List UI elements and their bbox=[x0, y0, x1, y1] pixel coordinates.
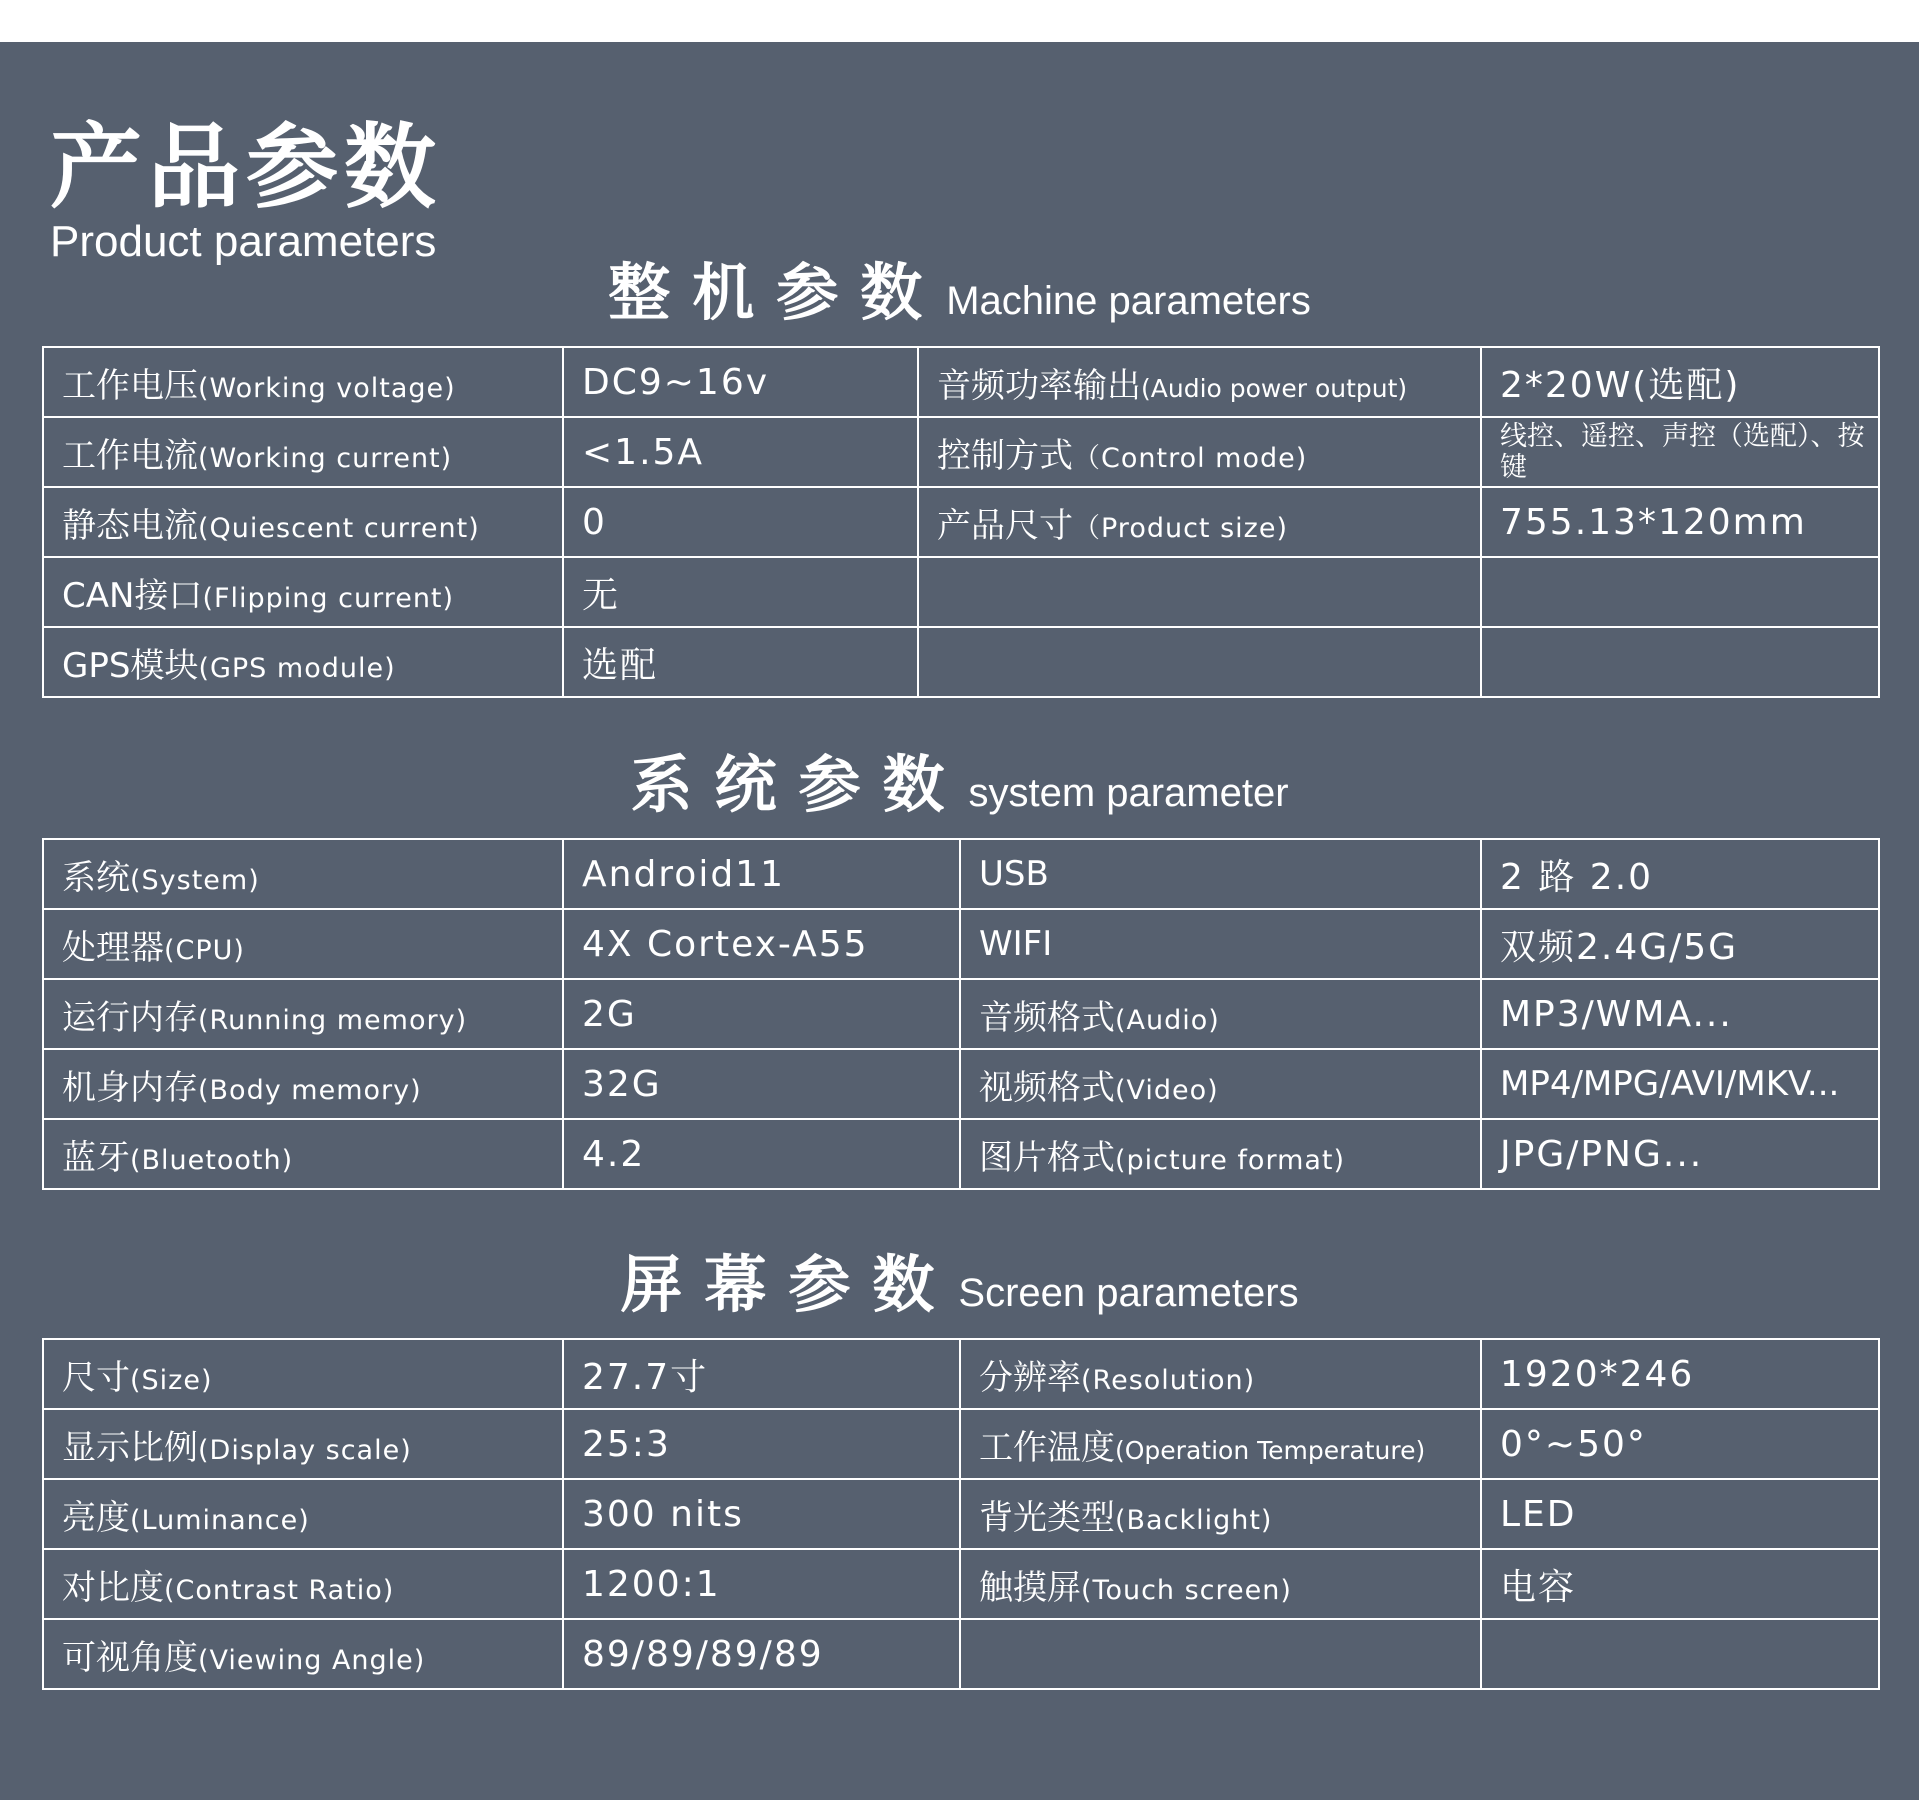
param-value-cell bbox=[1481, 627, 1879, 697]
param-value-cell bbox=[1481, 1049, 1879, 1119]
param-value-cell bbox=[563, 557, 918, 627]
param-value-cell bbox=[563, 839, 960, 909]
param-label-en: (Viewing Angle) bbox=[198, 1644, 426, 1676]
param-label-zh: 系统 bbox=[62, 857, 130, 898]
page-subtitle: Product parameters bbox=[50, 217, 437, 266]
param-label-en: (Flipping current) bbox=[202, 582, 455, 614]
param-label-zh: 背光类型 bbox=[979, 1497, 1115, 1538]
param-label-en: (picture format) bbox=[1115, 1144, 1346, 1176]
param-label-en: (Touch screen) bbox=[1081, 1574, 1292, 1606]
param-value-cell bbox=[1481, 1619, 1879, 1689]
param-label-en: (Working current) bbox=[198, 442, 453, 474]
param-label-zh: 触摸屏 bbox=[979, 1567, 1081, 1608]
table-row bbox=[43, 347, 1879, 417]
param-label-cell bbox=[43, 1549, 563, 1619]
param-value-cell bbox=[563, 627, 918, 697]
param-label-en: (Quiescent current) bbox=[198, 512, 480, 544]
param-label-cell bbox=[43, 909, 563, 979]
param-value: 4X Cortex-A55 bbox=[582, 923, 869, 965]
param-label-zh: 视频格式 bbox=[979, 1067, 1115, 1108]
param-value: 1920*246 bbox=[1500, 1353, 1695, 1395]
machine-section-heading bbox=[0, 256, 1919, 329]
param-label-zh: 音频格式 bbox=[979, 997, 1115, 1038]
param-value: 4.2 bbox=[582, 1133, 646, 1175]
param-label-cell bbox=[43, 487, 563, 557]
param-value: DC9~16v bbox=[582, 361, 770, 403]
table-row bbox=[43, 1549, 1879, 1619]
param-value-cell bbox=[1481, 487, 1879, 557]
param-value-cell bbox=[563, 417, 918, 487]
param-label-zh: CAN接口 bbox=[62, 575, 203, 616]
machine-parameters-table bbox=[42, 346, 1880, 698]
table-row bbox=[43, 839, 1879, 909]
param-label-cell bbox=[43, 627, 563, 697]
param-value: 27.7寸 bbox=[582, 1356, 709, 1398]
param-value-cell bbox=[1481, 1549, 1879, 1619]
param-value-cell bbox=[1481, 1119, 1879, 1189]
table-row bbox=[43, 909, 1879, 979]
param-value-cell bbox=[563, 1409, 960, 1479]
param-value-cell bbox=[563, 909, 960, 979]
param-value: 1200:1 bbox=[582, 1563, 721, 1605]
param-label-en: (Backlight) bbox=[1115, 1504, 1273, 1536]
param-label-zh: 对比度 bbox=[62, 1567, 164, 1608]
param-label-en: (Body memory) bbox=[198, 1074, 422, 1106]
param-label-zh: 尺寸 bbox=[62, 1357, 130, 1398]
param-value-cell bbox=[1481, 979, 1879, 1049]
param-value-cell bbox=[563, 1619, 960, 1689]
param-label-en: (System) bbox=[130, 864, 260, 896]
param-label-en: (Video) bbox=[1115, 1074, 1219, 1106]
param-label-zh: USB bbox=[979, 854, 1049, 894]
param-label-en: (Bluetooth) bbox=[130, 1144, 294, 1176]
param-value-cell bbox=[563, 1339, 960, 1409]
param-label-en: (Audio) bbox=[1115, 1004, 1220, 1036]
param-value-cell bbox=[563, 1549, 960, 1619]
param-value: MP3/WMA... bbox=[1500, 993, 1733, 1035]
param-label-cell bbox=[43, 347, 563, 417]
param-label-cell bbox=[960, 1619, 1481, 1689]
param-label-en: (Audio power output) bbox=[1141, 373, 1408, 403]
param-value-cell bbox=[563, 1119, 960, 1189]
system-heading-en: system parameter bbox=[968, 771, 1289, 815]
screen-parameters-table bbox=[42, 1338, 1880, 1690]
param-label-cell bbox=[43, 1049, 563, 1119]
param-label-zh: 音频功率输出 bbox=[937, 365, 1141, 406]
param-label-zh: 可视角度 bbox=[62, 1637, 198, 1678]
param-label-en: (CPU) bbox=[164, 934, 245, 966]
param-value: 线控、遥控、声控（选配）、按键 bbox=[1500, 420, 1865, 483]
param-label-zh: 处理器 bbox=[62, 927, 164, 968]
param-label-zh: 静态电流 bbox=[62, 505, 198, 546]
param-label-cell bbox=[918, 487, 1481, 557]
screen-heading-zh: 屏幕参数 bbox=[620, 1248, 957, 1321]
param-label-cell bbox=[960, 1409, 1481, 1479]
param-value: LED bbox=[1500, 1493, 1577, 1535]
param-label-cell bbox=[960, 1339, 1481, 1409]
table-row bbox=[43, 1619, 1879, 1689]
param-label-cell bbox=[960, 1479, 1481, 1549]
param-label-en: （Product size) bbox=[1073, 512, 1288, 544]
system-heading-zh: 系统参数 bbox=[630, 748, 967, 821]
table-row bbox=[43, 1479, 1879, 1549]
param-value: 电容 bbox=[1500, 1566, 1577, 1608]
param-label-en: (Display scale) bbox=[198, 1434, 412, 1466]
param-value: 选配 bbox=[582, 644, 659, 686]
param-value: 755.13*120mm bbox=[1500, 501, 1807, 543]
screen-section-heading bbox=[0, 1248, 1919, 1321]
param-label-cell bbox=[960, 1549, 1481, 1619]
param-label-en: (GPS module) bbox=[198, 652, 396, 684]
param-label-en: (Size) bbox=[130, 1364, 213, 1396]
param-label-cell bbox=[960, 1119, 1481, 1189]
param-value-cell bbox=[563, 347, 918, 417]
param-value: 0 bbox=[582, 501, 607, 543]
param-value-cell bbox=[563, 1479, 960, 1549]
table-row bbox=[43, 1049, 1879, 1119]
param-value-cell bbox=[1481, 417, 1879, 487]
param-value-cell bbox=[1481, 557, 1879, 627]
param-label-zh: 图片格式 bbox=[979, 1137, 1115, 1178]
param-value: 2G bbox=[582, 993, 637, 1035]
param-label-cell bbox=[43, 979, 563, 1049]
param-label-zh: 亮度 bbox=[62, 1497, 130, 1538]
machine-heading-en: Machine parameters bbox=[946, 279, 1311, 323]
param-label-zh: 机身内存 bbox=[62, 1067, 198, 1108]
param-value: 双频2.4G/5G bbox=[1500, 926, 1739, 968]
table-row bbox=[43, 979, 1879, 1049]
table-row bbox=[43, 1409, 1879, 1479]
param-value: 32G bbox=[582, 1063, 662, 1105]
param-label-zh: 显示比例 bbox=[62, 1427, 198, 1468]
param-label-cell bbox=[918, 347, 1481, 417]
param-label-zh: 工作电流 bbox=[62, 435, 198, 476]
param-label-cell bbox=[43, 1479, 563, 1549]
table-row bbox=[43, 487, 1879, 557]
param-label-cell bbox=[960, 979, 1481, 1049]
param-label-en: （Control mode) bbox=[1073, 442, 1308, 474]
param-value: 89/89/89/89 bbox=[582, 1633, 824, 1675]
param-value-cell bbox=[563, 979, 960, 1049]
param-value-cell bbox=[1481, 1339, 1879, 1409]
param-value-cell bbox=[1481, 839, 1879, 909]
param-value: 无 bbox=[582, 574, 621, 616]
param-label-cell bbox=[918, 627, 1481, 697]
table-row bbox=[43, 1119, 1879, 1189]
screen-heading-en: Screen parameters bbox=[958, 1271, 1299, 1315]
param-label-zh: 运行内存 bbox=[62, 997, 198, 1038]
param-value: 2*20W(选配) bbox=[1500, 364, 1741, 406]
param-label-cell bbox=[960, 909, 1481, 979]
param-value: <1.5A bbox=[582, 431, 705, 473]
param-value-cell bbox=[1481, 347, 1879, 417]
param-value-cell bbox=[1481, 1409, 1879, 1479]
param-label-zh: WIFI bbox=[979, 924, 1053, 964]
param-label-cell bbox=[960, 839, 1481, 909]
param-label-en: (Working voltage) bbox=[198, 372, 456, 404]
param-label-zh: 蓝牙 bbox=[62, 1137, 130, 1178]
param-label-cell bbox=[918, 557, 1481, 627]
param-label-zh: 分辨率 bbox=[979, 1357, 1081, 1398]
param-value-cell bbox=[563, 487, 918, 557]
param-value: 300 nits bbox=[582, 1493, 744, 1535]
param-value: JPG/PNG... bbox=[1500, 1133, 1704, 1175]
param-label-cell bbox=[918, 417, 1481, 487]
param-value: 2 路 2.0 bbox=[1500, 856, 1654, 898]
param-label-cell bbox=[43, 1119, 563, 1189]
param-value: Android11 bbox=[582, 853, 785, 895]
param-label-zh: 工作温度 bbox=[979, 1427, 1115, 1468]
param-label-cell bbox=[43, 417, 563, 487]
param-label-en: (Luminance) bbox=[130, 1504, 310, 1536]
param-label-en: (Contrast Ratio) bbox=[164, 1574, 395, 1606]
table-row bbox=[43, 417, 1879, 487]
param-label-zh: 产品尺寸 bbox=[937, 505, 1073, 546]
system-section-heading bbox=[0, 748, 1919, 821]
param-value-cell bbox=[1481, 1479, 1879, 1549]
param-label-zh: GPS模块 bbox=[62, 645, 199, 686]
param-value: MP4/MPG/AVI/MKV... bbox=[1500, 1064, 1840, 1104]
param-label-en: (Running memory) bbox=[198, 1004, 468, 1036]
param-value: 25:3 bbox=[582, 1423, 671, 1465]
param-label-cell bbox=[43, 557, 563, 627]
param-label-cell bbox=[960, 1049, 1481, 1119]
param-value: 0°~50° bbox=[1500, 1423, 1647, 1465]
machine-heading-zh: 整机参数 bbox=[608, 256, 945, 329]
param-label-zh: 工作电压 bbox=[62, 365, 198, 406]
param-label-cell bbox=[43, 1339, 563, 1409]
page-title: 产品参数 bbox=[50, 114, 443, 221]
table-row bbox=[43, 1339, 1879, 1409]
param-value-cell bbox=[1481, 909, 1879, 979]
param-label-zh: 控制方式 bbox=[937, 435, 1073, 476]
param-label-cell bbox=[43, 839, 563, 909]
param-label-en: (Operation Temperature) bbox=[1115, 1435, 1426, 1465]
table-row bbox=[43, 557, 1879, 627]
system-parameters-table bbox=[42, 838, 1880, 1190]
param-value-cell bbox=[563, 1049, 960, 1119]
param-label-cell bbox=[43, 1409, 563, 1479]
param-label-cell bbox=[43, 1619, 563, 1689]
table-row bbox=[43, 627, 1879, 697]
param-label-en: (Resolution) bbox=[1081, 1364, 1256, 1396]
